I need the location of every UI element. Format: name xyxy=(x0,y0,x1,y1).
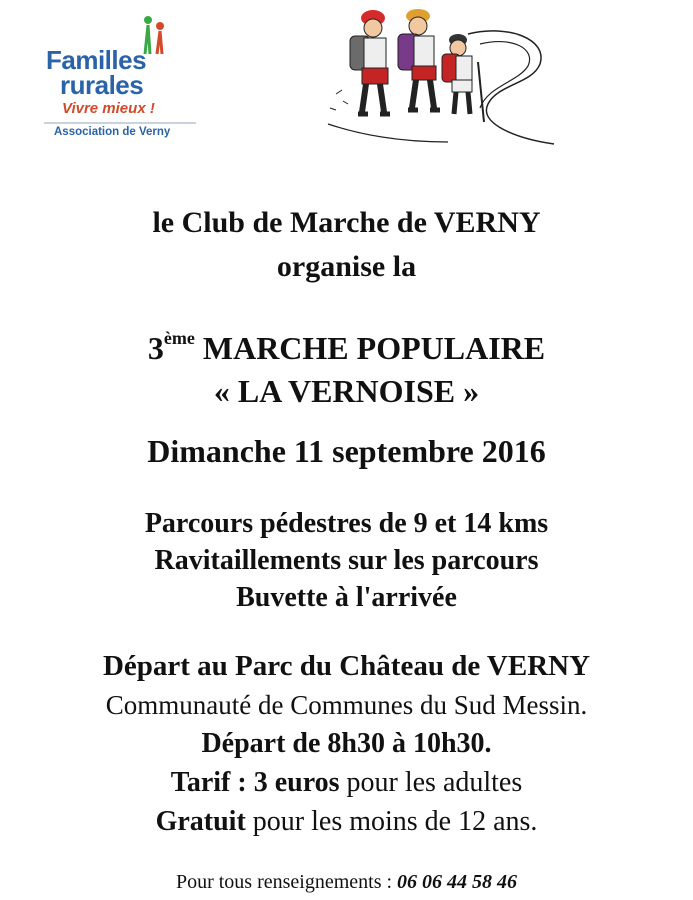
routes-line: Parcours pédestres de 9 et 14 kms xyxy=(144,508,549,539)
edition-number: 3 xyxy=(147,330,164,366)
logo-line2: rurales xyxy=(60,70,144,100)
free-label: Gratuit xyxy=(155,806,246,837)
organise-line: organise la xyxy=(276,250,417,283)
bar-line: Buvette à l'arrivée xyxy=(236,582,457,613)
tarif-rest: pour les adultes xyxy=(339,767,523,798)
hiker-middle xyxy=(398,9,440,110)
logo-association: Association de Verny xyxy=(54,126,171,138)
hiker-left xyxy=(350,10,390,114)
event-title xyxy=(0,330,693,367)
club-line: le Club de Marche de VERNY xyxy=(152,206,541,239)
free-line xyxy=(0,806,693,838)
info-label: Pour tous renseignements : xyxy=(175,871,398,893)
event-type: MARCHE POPULAIRE xyxy=(202,330,546,366)
community-line: Communauté de Communes du Sud Messin. xyxy=(105,690,588,720)
hiker-right xyxy=(442,34,484,122)
tarif-line xyxy=(0,767,693,799)
familles-rurales-logo xyxy=(44,14,196,138)
logo-divider xyxy=(44,122,196,124)
logo-tagline: Vivre mieux ! xyxy=(62,100,155,117)
free-rest: pour les moins de 12 ans. xyxy=(245,806,538,837)
phone-number[interactable]: 06 06 44 58 46 xyxy=(397,871,518,893)
tarif-label: Tarif : 3 euros xyxy=(170,767,340,798)
edition-suffix: ème xyxy=(163,328,195,348)
hikers-illustration xyxy=(318,4,556,152)
start-time: Départ de 8h30 à 10h30. xyxy=(201,728,492,759)
info-line xyxy=(0,871,693,894)
refreshments-line: Ravitaillements sur les parcours xyxy=(154,545,539,576)
event-name: « LA VERNOISE » xyxy=(213,373,480,409)
logo-line1: Familles xyxy=(46,45,147,75)
start-place: Départ au Parc du Château de VERNY xyxy=(102,650,591,682)
event-date: Dimanche 11 septembre 2016 xyxy=(147,433,546,469)
